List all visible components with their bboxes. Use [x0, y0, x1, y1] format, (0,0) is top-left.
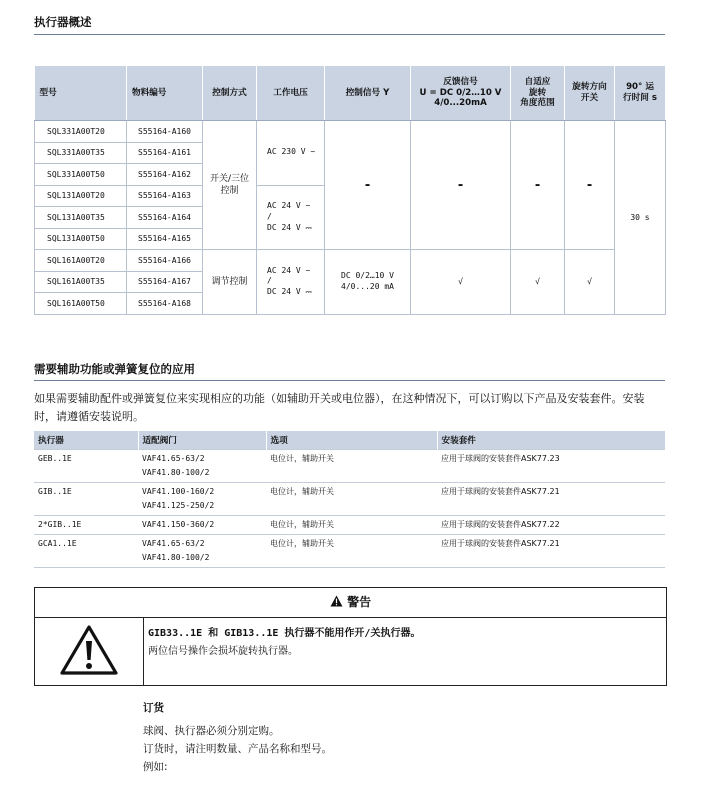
runtime-cell: 30 s	[615, 121, 666, 315]
valve-line: VAF41.100-160/2	[142, 487, 215, 496]
warning-box	[34, 587, 667, 686]
option-cell: 电位计，辅助开关	[266, 535, 437, 568]
warning-icon-cell	[35, 618, 144, 685]
option-cell: 电位计，辅助开关	[266, 450, 437, 483]
table-header-row	[35, 66, 666, 121]
actuator-cell: GEB..1E	[34, 450, 138, 483]
material-cell: S55164-A163	[127, 185, 203, 207]
material-cell: S55164-A168	[127, 293, 203, 315]
valve-line: VAF41.125-250/2	[142, 501, 215, 510]
col-header-adaptive: 自适应 旋转 角度范围	[511, 66, 565, 121]
table-row	[34, 483, 665, 516]
col-header-voltage: 工作电压	[257, 66, 325, 121]
valve-line: VAF41.80-100/2	[142, 553, 210, 562]
warning-text	[148, 625, 658, 661]
valve-cell	[138, 516, 266, 535]
model-cell: SQL161A00T50	[35, 293, 127, 315]
actuator-cell: GCA1..1E	[34, 535, 138, 568]
section-rule	[34, 34, 665, 35]
ordering-line-1: 球阀、执行器必须分别定购。	[143, 725, 280, 737]
direction-cell: -	[565, 121, 615, 250]
warning-triangle-icon	[59, 624, 119, 676]
valve-cell	[138, 450, 266, 483]
ordering-line-3: 例如:	[143, 761, 168, 773]
material-cell: S55164-A166	[127, 250, 203, 272]
model-cell: SQL131A00T50	[35, 228, 127, 250]
valve-cell	[138, 535, 266, 568]
adaptive-cell: √	[511, 250, 565, 315]
model-cell: SQL331A00T50	[35, 164, 127, 186]
ordering-line-2: 订货时，请注明数量、产品名称和型号。	[143, 743, 332, 755]
table-row	[34, 450, 665, 483]
material-cell: S55164-A167	[127, 271, 203, 293]
col-header-valve: 适配阀门	[138, 431, 266, 450]
valve-cell	[138, 483, 266, 516]
voltage-cell: AC 24 V ~ / DC 24 V ⎓	[257, 185, 325, 250]
col-header-actuator: 执行器	[34, 431, 138, 450]
auxiliary-paragraph: 如果需要辅助配件或弹簧复位来实现相应的功能（如辅助开关或电位器），在这种情况下，可以订购以下产品及安装套件。安装时，请遵循安装说明。	[34, 392, 645, 423]
feedback-cell: -	[411, 121, 511, 250]
col-header-direction: 旋转方向 开关	[565, 66, 615, 121]
kit-cell: 应用于球阀的安装套件ASK77.21	[437, 483, 665, 516]
col-header-feedback: 反馈信号 U = DC 0/2…10 V 4/0...20mA	[411, 66, 511, 121]
warning-header	[35, 588, 666, 618]
model-cell: SQL331A00T20	[35, 121, 127, 143]
voltage-cell: AC 24 V ~ / DC 24 V ⎓	[257, 250, 325, 315]
table-header-row	[34, 431, 665, 450]
ordering-section	[143, 699, 332, 776]
model-cell: SQL331A00T35	[35, 142, 127, 164]
voltage-cell: AC 230 V ~	[257, 121, 325, 186]
table-row	[34, 516, 665, 535]
warning-title: 警告	[347, 595, 372, 609]
section-title-overview: 执行器概述	[34, 15, 92, 29]
kit-cell: 应用于球阀的安装套件ASK77.21	[437, 535, 665, 568]
warning-line-1: GIB33..1E 和 GIB13..1E 执行器不能用作开/关执行器。	[148, 628, 421, 639]
table-row	[34, 535, 665, 568]
material-cell: S55164-A165	[127, 228, 203, 250]
material-cell: S55164-A162	[127, 164, 203, 186]
signal-cell: DC 0/2…10 V 4/0...20 mA	[325, 250, 411, 315]
control-mode-cell: 开关/三位控制	[203, 121, 257, 250]
control-mode-cell: 调节控制	[203, 250, 257, 315]
col-header-signal: 控制信号 Y	[325, 66, 411, 121]
model-cell: SQL161A00T20	[35, 250, 127, 272]
valve-line: VAF41.150-360/2	[142, 520, 215, 529]
material-cell: S55164-A161	[127, 142, 203, 164]
valve-line: VAF41.65-63/2	[142, 539, 205, 548]
col-header-control: 控制方式	[203, 66, 257, 121]
ordering-heading: 订货	[143, 702, 164, 714]
col-header-option: 选项	[266, 431, 437, 450]
valve-line: VAF41.80-100/2	[142, 468, 210, 477]
col-header-model: 型号	[35, 66, 127, 121]
col-header-runtime: 90° 运 行时间 s	[615, 66, 666, 121]
section-title-auxiliary: 需要辅助功能或弹簧复位的应用	[34, 362, 195, 376]
feedback-cell: √	[411, 250, 511, 315]
valve-line: VAF41.65-63/2	[142, 454, 205, 463]
model-cell: SQL131A00T35	[35, 207, 127, 229]
option-cell: 电位计，辅助开关	[266, 516, 437, 535]
material-cell: S55164-A164	[127, 207, 203, 229]
actuator-cell: 2*GIB..1E	[34, 516, 138, 535]
table-row	[35, 121, 666, 143]
kit-cell: 应用于球阀的安装套件ASK77.22	[437, 516, 665, 535]
warning-small-icon	[330, 595, 347, 609]
warning-line-2: 两位信号操作会损坏旋转执行器。	[148, 646, 298, 657]
section-rule	[34, 380, 665, 381]
adaptive-cell: -	[511, 121, 565, 250]
kit-cell: 应用于球阀的安装套件ASK77.23	[437, 450, 665, 483]
table-row	[35, 250, 666, 272]
actuator-overview-table	[34, 66, 666, 315]
auxiliary-kit-table	[34, 431, 666, 568]
material-cell: S55164-A160	[127, 121, 203, 143]
direction-cell: √	[565, 250, 615, 315]
signal-cell: -	[325, 121, 411, 250]
model-cell: SQL131A00T20	[35, 185, 127, 207]
actuator-cell: GIB..1E	[34, 483, 138, 516]
model-cell: SQL161A00T35	[35, 271, 127, 293]
option-cell: 电位计，辅助开关	[266, 483, 437, 516]
col-header-material: 物料编号	[127, 66, 203, 121]
col-header-kit: 安装套件	[437, 431, 665, 450]
